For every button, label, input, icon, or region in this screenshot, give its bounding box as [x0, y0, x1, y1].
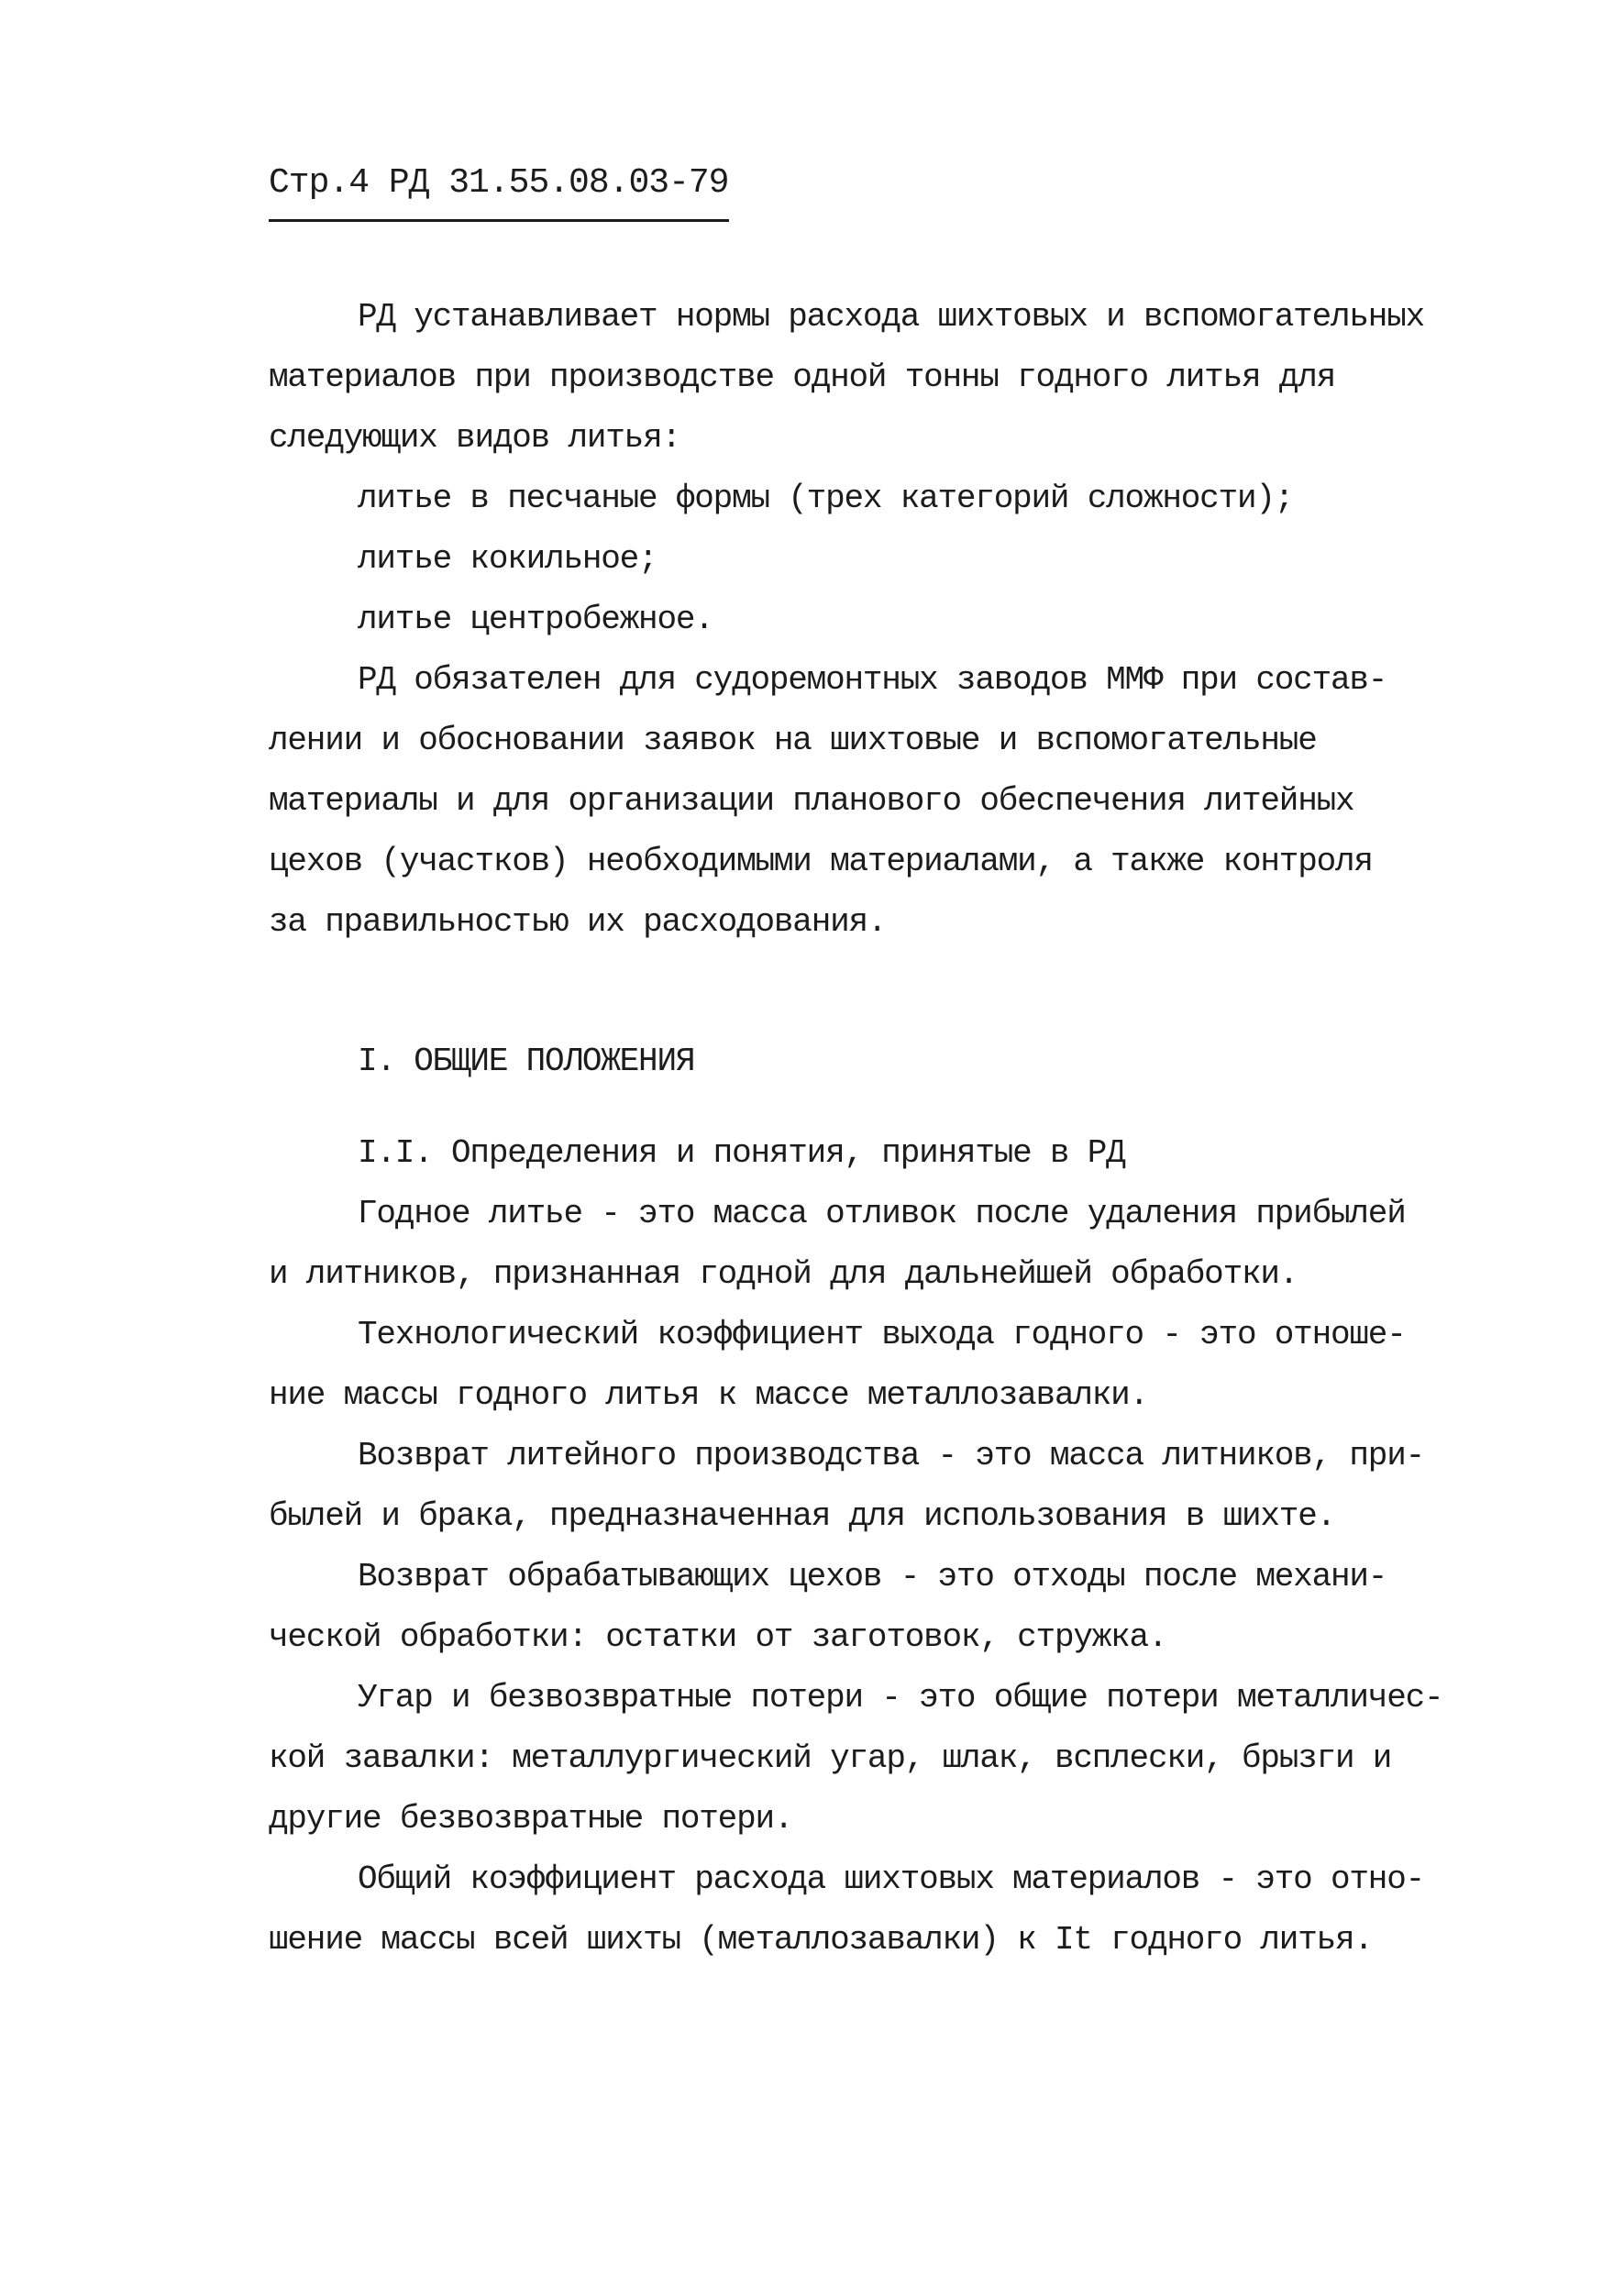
definition-line: ческой обработки: остатки от заготовок, стружка.: [269, 1618, 1167, 1656]
definition-line: кой завалки: металлургический угар, шлак, всплески, брызги и: [269, 1739, 1392, 1777]
definition-line: и литников, признанная годной для дальнейшей обработки.: [269, 1255, 1298, 1293]
section-subtitle: I.I. Определения и понятия, принятые в РД: [358, 1134, 1125, 1172]
list-item: литье кокильное;: [358, 540, 657, 578]
intro-line: следующих видов литья:: [269, 419, 680, 457]
page-header: Стр.4 РД 31.55.08.03-79: [269, 163, 729, 222]
definition-line: Угар и безвозвратные потери - это общие потери металличес-: [358, 1679, 1443, 1717]
definition-line: Возврат обрабатывающих цехов - это отходы после механи-: [358, 1558, 1387, 1595]
intro-line: за правильностью их расходования.: [269, 903, 887, 941]
definition-line: Годное литье - это масса отливок после удаления прибылей: [358, 1195, 1406, 1232]
intro-line: материалы и для организации планового обеспечения литейных: [269, 782, 1354, 820]
definition-line: шение массы всей шихты (металлозавалки) к It годного литья.: [269, 1921, 1373, 1959]
intro-line: РД обязателен для судоремонтных заводов ММФ при состав-: [358, 661, 1387, 699]
definition-line: Возврат литейного производства - это масса литников, при-: [358, 1437, 1425, 1474]
definition-line: Технологический коэффициент выхода годного - это отноше-: [358, 1316, 1406, 1353]
intro-line: материалов при производстве одной тонны годного литья для: [269, 359, 1336, 396]
intro-line: РД устанавливает нормы расхода шихтовых и вспомогательных: [358, 298, 1425, 336]
definition-line: ние массы годного литья к массе металлозавалки.: [269, 1376, 1148, 1414]
intro-line: цехов (участков) необходимыми материалами, а также контроля: [269, 843, 1373, 880]
list-item: литье центробежное.: [358, 601, 713, 638]
definition-line: Общий коэффициент расхода шихтовых материалов - это отно-: [358, 1860, 1425, 1898]
section-title: I. ОБЩИЕ ПОЛОЖЕНИЯ: [358, 1043, 695, 1080]
intro-line: лении и обосновании заявок на шихтовые и вспомогательные: [269, 722, 1317, 759]
definition-line: былей и брака, предназначенная для использования в шихте.: [269, 1497, 1336, 1535]
list-item: литье в песчаные формы (трех категорий сложности);: [358, 480, 1294, 517]
definition-line: другие безвозвратные потери.: [269, 1800, 793, 1838]
